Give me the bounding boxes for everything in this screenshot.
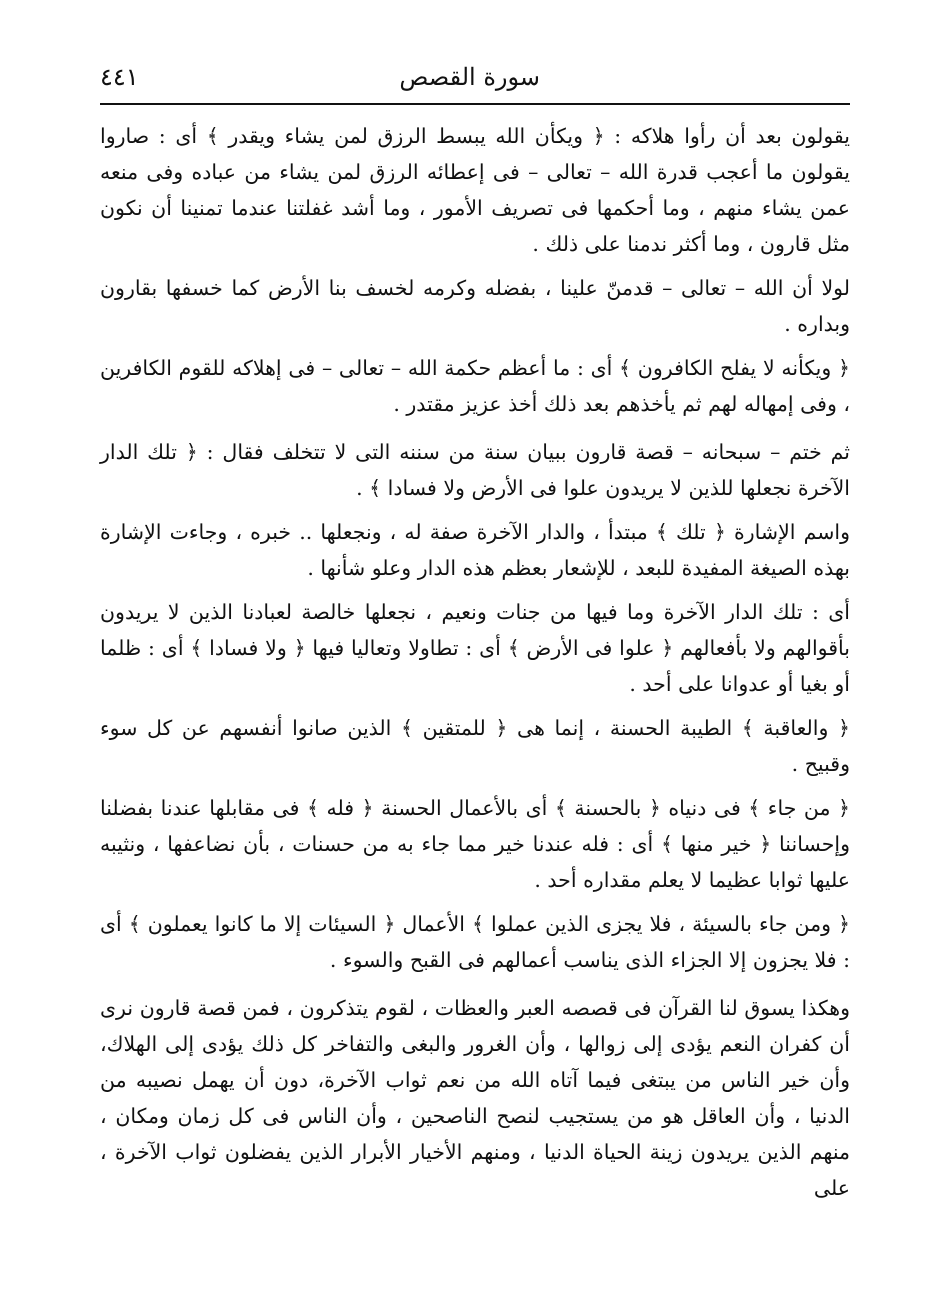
page-number: ٤٤١ xyxy=(100,63,139,91)
paragraph: واسم الإشارة ﴿ تلك ﴾ مبتدأ ، والدار الآخرة صفة له ، ونجعلها .. خبره ، وجاءت الإشارة بهذه الصيغة المفيدة للبعد ، للإشعار بعظم هذه الدار وعلو شأنها . xyxy=(100,520,850,580)
paragraph: لولا أن الله – تعالى – قدمنّ علينا ، بفضله وكرمه لخسف بنا الأرض كما خسفها بقارون وبداره . xyxy=(100,276,850,336)
paragraph: ﴿ ويكأنه لا يفلح الكافرون ﴾ أى : ما أعظم حكمة الله – تعالى – فى إهلاكه للقوم الكافرين ، وفى إمهاله لهم ثم يأخذهم بعد ذلك أخذ عزيز مقتدر . xyxy=(100,356,850,416)
page-header xyxy=(100,58,850,100)
paragraph: ﴿ والعاقبة ﴾ الطيبة الحسنة ، إنما هى ﴿ للمتقين ﴾ الذين صانوا أنفسهم عن كل سوء وقبيح . xyxy=(100,716,850,776)
paragraph: ثم ختم – سبحانه – قصة قارون ببيان سنة من سننه التى لا تتخلف فقال : ﴿ تلك الدار الآخرة نجعلها للذين لا يريدون علوا فى الأرض ولا فسادا ﴾ . xyxy=(100,440,850,500)
paragraph: يقولون بعد أن رأوا هلاكه : ﴿ ويكأن الله يبسط الرزق لمن يشاء ويقدر ﴾ أى : صاروا يقولون ما أعجب قدرة الله – تعالى – فى إعطائه الرزق لمن يشاء من عباده وفى منعه عمن يشاء منهم ، وما أحكمها فى تصريف الأمور ، وما أشد غفلتنا عندما تمنينا أن نكون مثل قارون ، وما أكثر ندمنا على ذلك . xyxy=(100,124,850,256)
surah-title: سورة القصص xyxy=(399,63,540,91)
paragraph: ﴿ ومن جاء بالسيئة ، فلا يجزى الذين عملوا ﴾ الأعمال ﴿ السيئات إلا ما كانوا يعملون ﴾ أى : فلا يجزون إلا الجزاء الذى يناسب أعمالهم فى القبح والسوء . xyxy=(100,912,850,972)
header-divider xyxy=(100,103,850,105)
paragraph: وهكذا يسوق لنا القرآن فى قصصه العبر والعظات ، لقوم يتذكرون ، فمن قصة قارون نرى أن كفران النعم يؤدى إلى زوالها ، وأن الغرور والبغى والتفاخر كل ذلك يؤدى إلى الهلاك، وأن خير الناس من يبتغى فيما آتاه الله من نعم ثواب الآخرة، دون أن يهمل نصيبه من الدنيا ، وأن العاقل هو من يستجيب لنصح الناصحين ، وأن الناس فى كل زمان ومكان ، منهم الذين يريدون زينة الحياة الدنيا ، ومنهم الأخيار الأبرار الذين يفضلون ثواب الآخرة ، على xyxy=(100,996,850,1200)
paragraph: أى : تلك الدار الآخرة وما فيها من جنات ونعيم ، نجعلها خالصة لعبادنا الذين لا يريدون بأقوالهم ولا بأفعالهم ﴿ علوا فى الأرض ﴾ أى : تطاولا وتعاليا فيها ﴿ ولا فسادا ﴾ أى : ظلما أو بغيا أو عدوانا على أحد . xyxy=(100,600,850,696)
commentary-text xyxy=(100,118,850,1214)
paragraph: ﴿ من جاء ﴾ فى دنياه ﴿ بالحسنة ﴾ أى بالأعمال الحسنة ﴿ فله ﴾ فى مقابلها عندنا بفضلنا وإحساننا ﴿ خير منها ﴾ أى : فله عندنا خير مما جاء به من حسنات ، بأن نضاعفها ، ونثيبه عليها ثوابا عظيما لا يعلم مقداره أحد . xyxy=(100,796,850,892)
